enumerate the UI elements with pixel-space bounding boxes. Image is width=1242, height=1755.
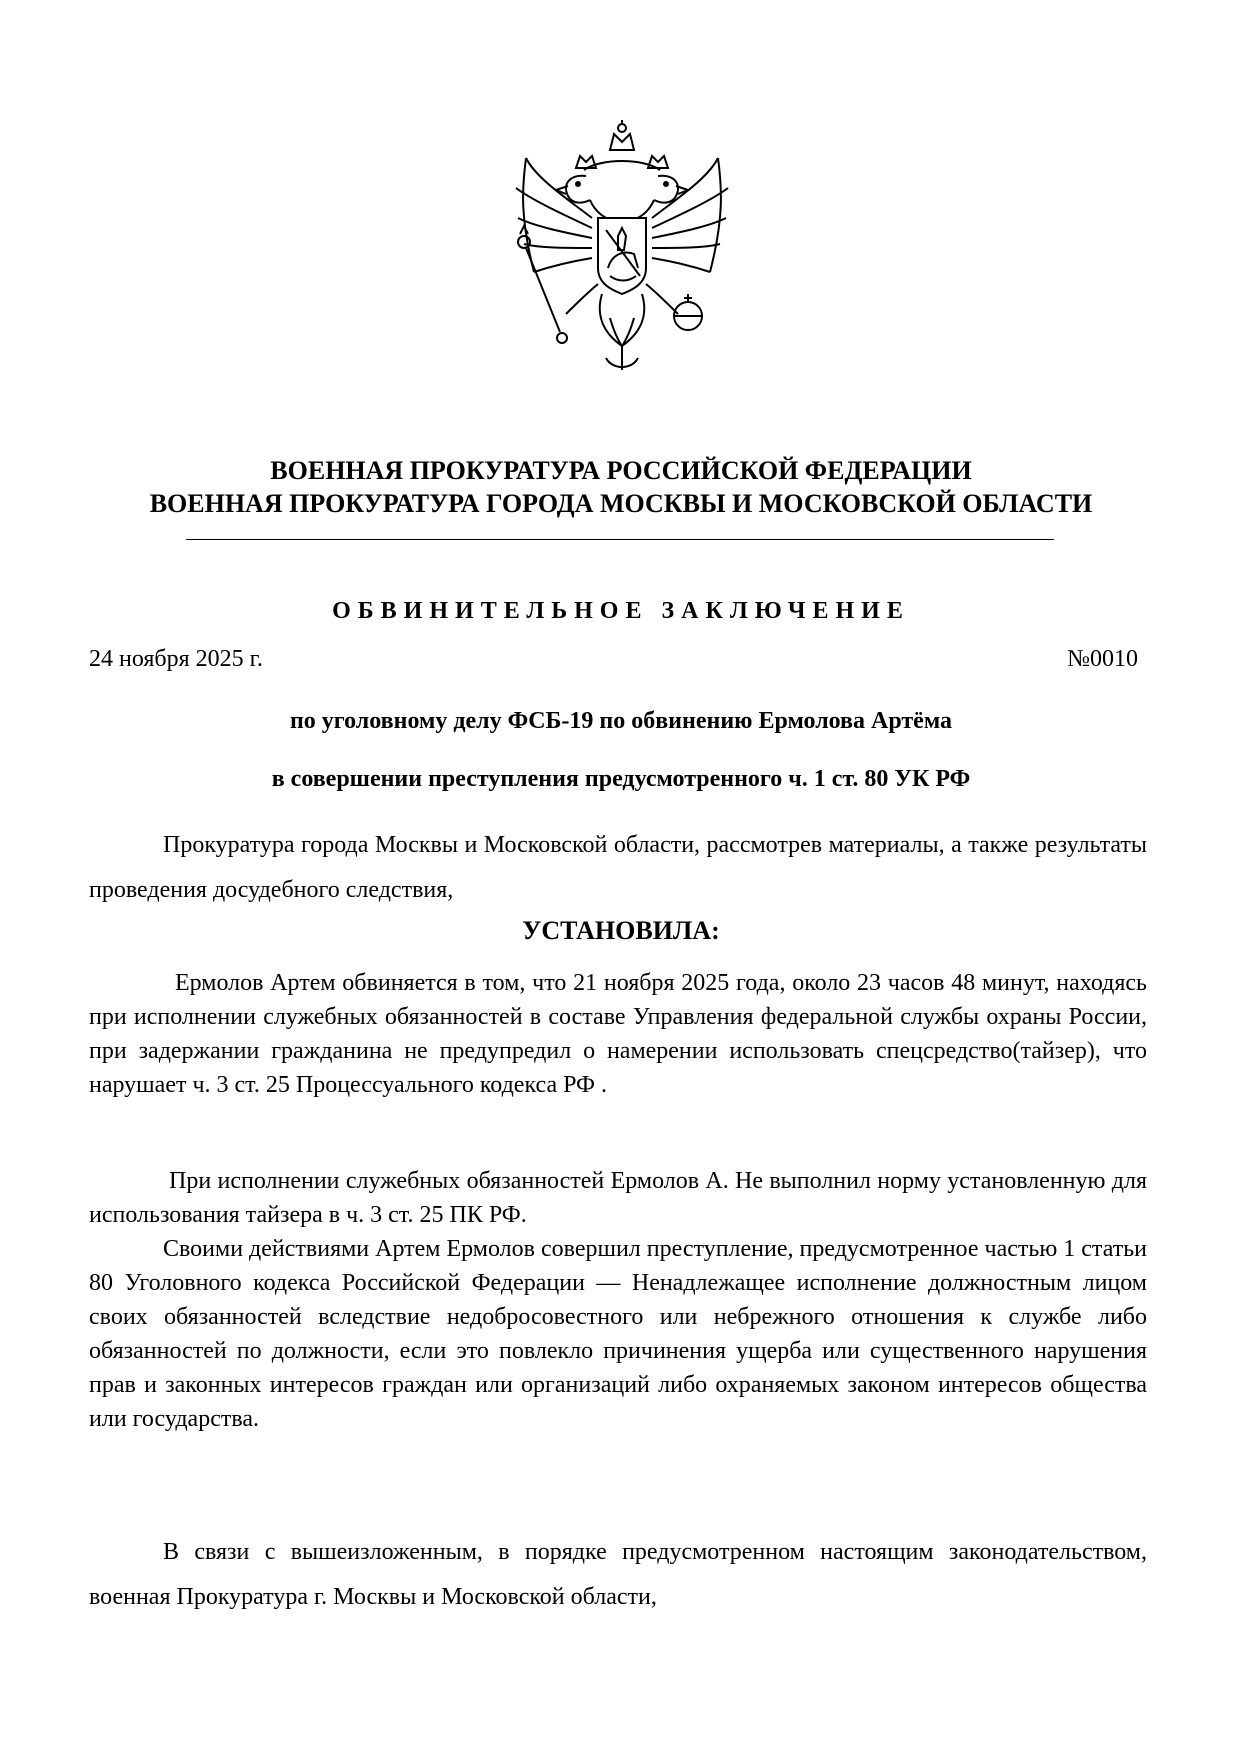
- section-heading: УСТАНОВИЛА:: [522, 916, 720, 945]
- case-subtitle-line-1: по уголовному делу ФСБ-19 по обвинению Ермолова Артёма: [289, 708, 953, 734]
- document-number: №0010: [1067, 646, 1138, 672]
- body-paragraph-3: Своими действиями Артем Ермолов совершил преступление, предусмотренное частью 1 статьи 80 Уголовного кодекса Российской Федерации — Ненадлежащее исполнение должностным лицом своих обязанностей вследствие недобросовестного или небрежного отношения к службе либо обязанностей по должности, если это повлекло причинения ущерба или существенного нарушения прав и законных интересов граждан или организаций либо охраняемых законом интересов общества или государства.: [89, 1236, 1147, 1432]
- closing-paragraph: В связи с вышеизложенным, в порядке предусмотренном настоящим законодательством, военная Прокуратура г. Москвы и Московской области,: [89, 1539, 1147, 1610]
- header-divider: [186, 539, 1054, 540]
- document-title: ОБВИНИТЕЛЬНОЕ ЗАКЛЮЧЕНИЕ: [332, 598, 910, 624]
- body-paragraph-1: Ермолов Артем обвиняется в том, что 21 ноября 2025 года, около 23 часов 48 минут, находясь при исполнении служебных обязанностей в составе Управления федеральной службы охраны России, при задержании гражданина не предупредил о намерении использовать спецсредство(тайзер), что нарушает ч. 3 ст. 25 Процессуального кодекса РФ .: [89, 970, 1147, 1098]
- case-subtitle-line-2: в совершении преступления предусмотренного ч. 1 ст. 80 УК РФ: [271, 766, 971, 792]
- intro-paragraph: Прокуратура города Москвы и Московской области, рассмотрев материалы, а также результаты проведения досудебного следствия,: [89, 832, 1147, 903]
- organization-name-line-1: ВОЕННАЯ ПРОКУРАТУРА РОССИЙСКОЙ ФЕДЕРАЦИИ: [270, 456, 972, 485]
- body-paragraph-2: При исполнении служебных обязанностей Ермолов А. Не выполнил норму установленную для использования тайзера в ч. 3 ст. 25 ПК РФ.: [89, 1168, 1147, 1228]
- organization-name-line-2: ВОЕННАЯ ПРОКУРАТУРА ГОРОДА МОСКВЫ И МОСКОВСКОЙ ОБЛАСТИ: [149, 489, 1093, 518]
- coat-of-arms-icon: [506, 118, 738, 388]
- document-date: 24 ноября 2025 г.: [89, 646, 263, 672]
